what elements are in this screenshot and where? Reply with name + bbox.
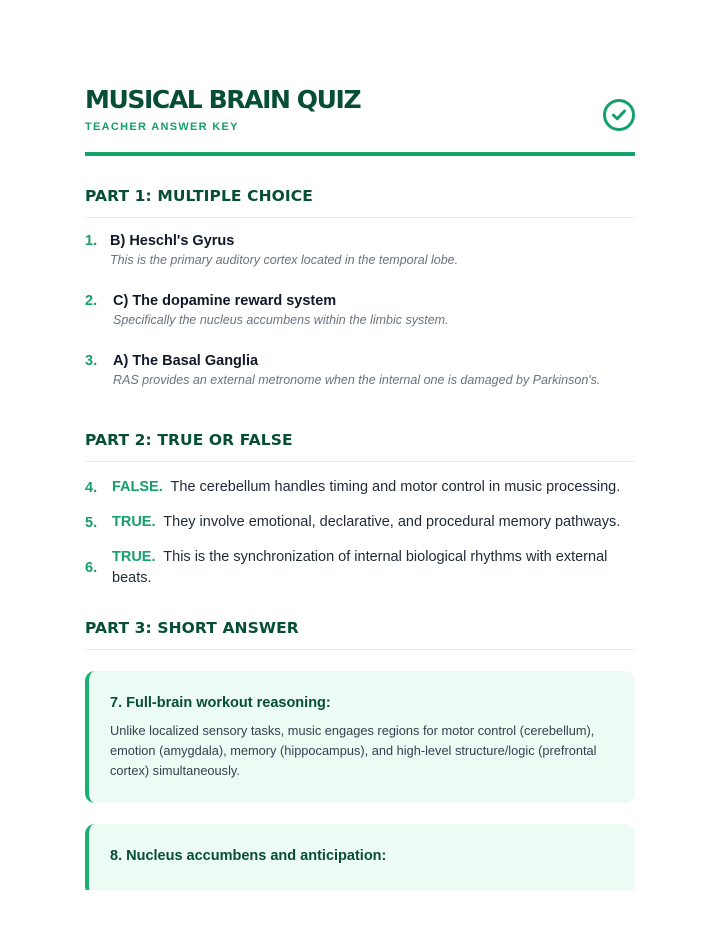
list-item [85, 512, 635, 533]
answer-explanation: RAS provides an external metronome when the internal one is damaged by Parkinson's. [113, 373, 601, 387]
answer-text: A) The Basal Ganglia [113, 353, 259, 369]
answer-text: C) The dopamine reward system [113, 293, 337, 309]
short-answer-text: Unlike localized sensory tasks, music engages regions for motor control (cerebellum), emotion (amygdala), memory (hippocampus), and high-level structure/logic (prefrontal cortex) simultaneously. [110, 723, 597, 778]
answer-explanation: This is the primary auditory cortex located in the temporal lobe. [110, 253, 459, 267]
section-title-part3: PART 3: SHORT ANSWER [85, 619, 635, 650]
short-answer-card [85, 671, 635, 803]
short-answer-list [85, 671, 635, 896]
list-item [85, 231, 635, 280]
question-number: 4. [85, 479, 98, 496]
short-answer-question: 8. Nucleus accumbens and anticipation: [110, 848, 387, 864]
statement-text: The cerebellum handles timing and motor control in music processing. [170, 479, 621, 495]
statement-text: This is the synchronization of internal biological rhythms with external beats. [112, 549, 608, 586]
verdict-label: TRUE. [112, 549, 156, 565]
short-answer-card [85, 824, 635, 896]
verdict-label: TRUE. [112, 514, 156, 530]
section-title-part1: PART 1: MULTIPLE CHOICE [85, 187, 635, 218]
list-item [85, 291, 635, 340]
document-header [85, 0, 635, 156]
multiple-choice-list [85, 231, 635, 400]
question-number: 3. [85, 353, 98, 369]
page-subtitle: TEACHER ANSWER KEY [85, 121, 239, 133]
question-number: 1. [85, 233, 98, 249]
answer-explanation: Specifically the nucleus accumbens within the limbic system. [113, 313, 449, 327]
question-number: 6. [85, 560, 98, 576]
section-title-part2: PART 2: TRUE OR FALSE [85, 431, 635, 462]
page-cutoff [0, 890, 720, 932]
verdict-label: FALSE. [112, 479, 163, 495]
answer-text: B) Heschl's Gyrus [110, 233, 235, 249]
list-item [85, 547, 635, 589]
question-number: 2. [85, 293, 98, 309]
page-title: MUSICAL BRAIN QUIZ [85, 85, 361, 114]
question-number: 5. [85, 514, 98, 531]
list-item [85, 477, 635, 498]
true-false-list [85, 477, 635, 589]
check-circle-icon [603, 99, 635, 131]
statement-text: They involve emotional, declarative, and procedural memory pathways. [163, 514, 621, 530]
short-answer-question: 7. Full-brain workout reasoning: [110, 695, 331, 711]
list-item [85, 351, 635, 400]
